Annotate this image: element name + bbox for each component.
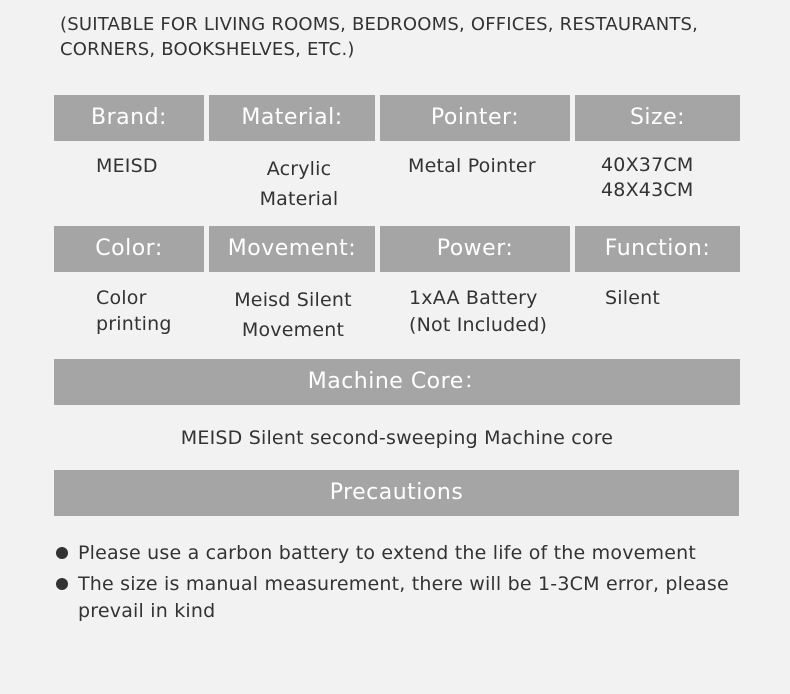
color-header: Color: — [54, 226, 204, 272]
pointer-value — [408, 153, 536, 180]
intro-text: (SUITABLE FOR LIVING ROOMS, BEDROOMS, OFFICES, RESTAURANTS, CORNERS, BOOKSHELVES, ETC.) — [60, 14, 699, 60]
material-value-line: Material — [259, 188, 339, 210]
power-value — [409, 285, 547, 339]
size-value — [601, 153, 693, 203]
size-value-line: 40X37CM — [601, 154, 694, 176]
color-value-line: Color — [96, 287, 147, 309]
precaution-item — [56, 571, 776, 625]
function-header: Function: — [575, 226, 740, 272]
brand-header: Brand: — [54, 95, 204, 141]
brand-value-line: MEISD — [96, 155, 158, 177]
function-value-line: Silent — [605, 287, 660, 309]
brand-value — [96, 153, 158, 180]
pointer-header: Pointer: — [380, 95, 570, 141]
pointer-value-line: Metal Pointer — [408, 155, 536, 177]
bullet-icon — [56, 578, 68, 590]
function-value — [605, 285, 660, 312]
movement-value-line: Movement — [241, 319, 345, 341]
precautions-list — [56, 540, 776, 629]
movement-value — [205, 285, 381, 345]
size-header: Size: — [575, 95, 740, 141]
precaution-item — [56, 540, 776, 567]
power-header: Power: — [380, 226, 570, 272]
size-value-line: 48X43CM — [601, 179, 694, 201]
power-value-line: (Not Included) — [409, 314, 548, 336]
power-value-line: 1xAA Battery — [409, 287, 538, 309]
movement-value-line: Meisd Silent — [234, 289, 352, 311]
machine-core-header: Machine Core： — [54, 359, 740, 405]
movement-header: Movement: — [209, 226, 375, 272]
material-value-line: Acrylic — [266, 158, 332, 180]
precaution-text: The size is manual measurement, there will be 1-3CM error, please prevail in kind — [78, 573, 729, 622]
color-value-line: printing — [96, 313, 172, 335]
machine-core-text: MEISD Silent second-sweeping Machine core — [180, 427, 614, 449]
bullet-icon — [56, 547, 68, 559]
precaution-text: Please use a carbon battery to extend the life of the movement — [78, 542, 697, 564]
precautions-header: Precautions — [54, 470, 739, 516]
material-header: Material: — [209, 95, 375, 141]
color-value — [96, 285, 172, 337]
material-value — [209, 154, 389, 214]
